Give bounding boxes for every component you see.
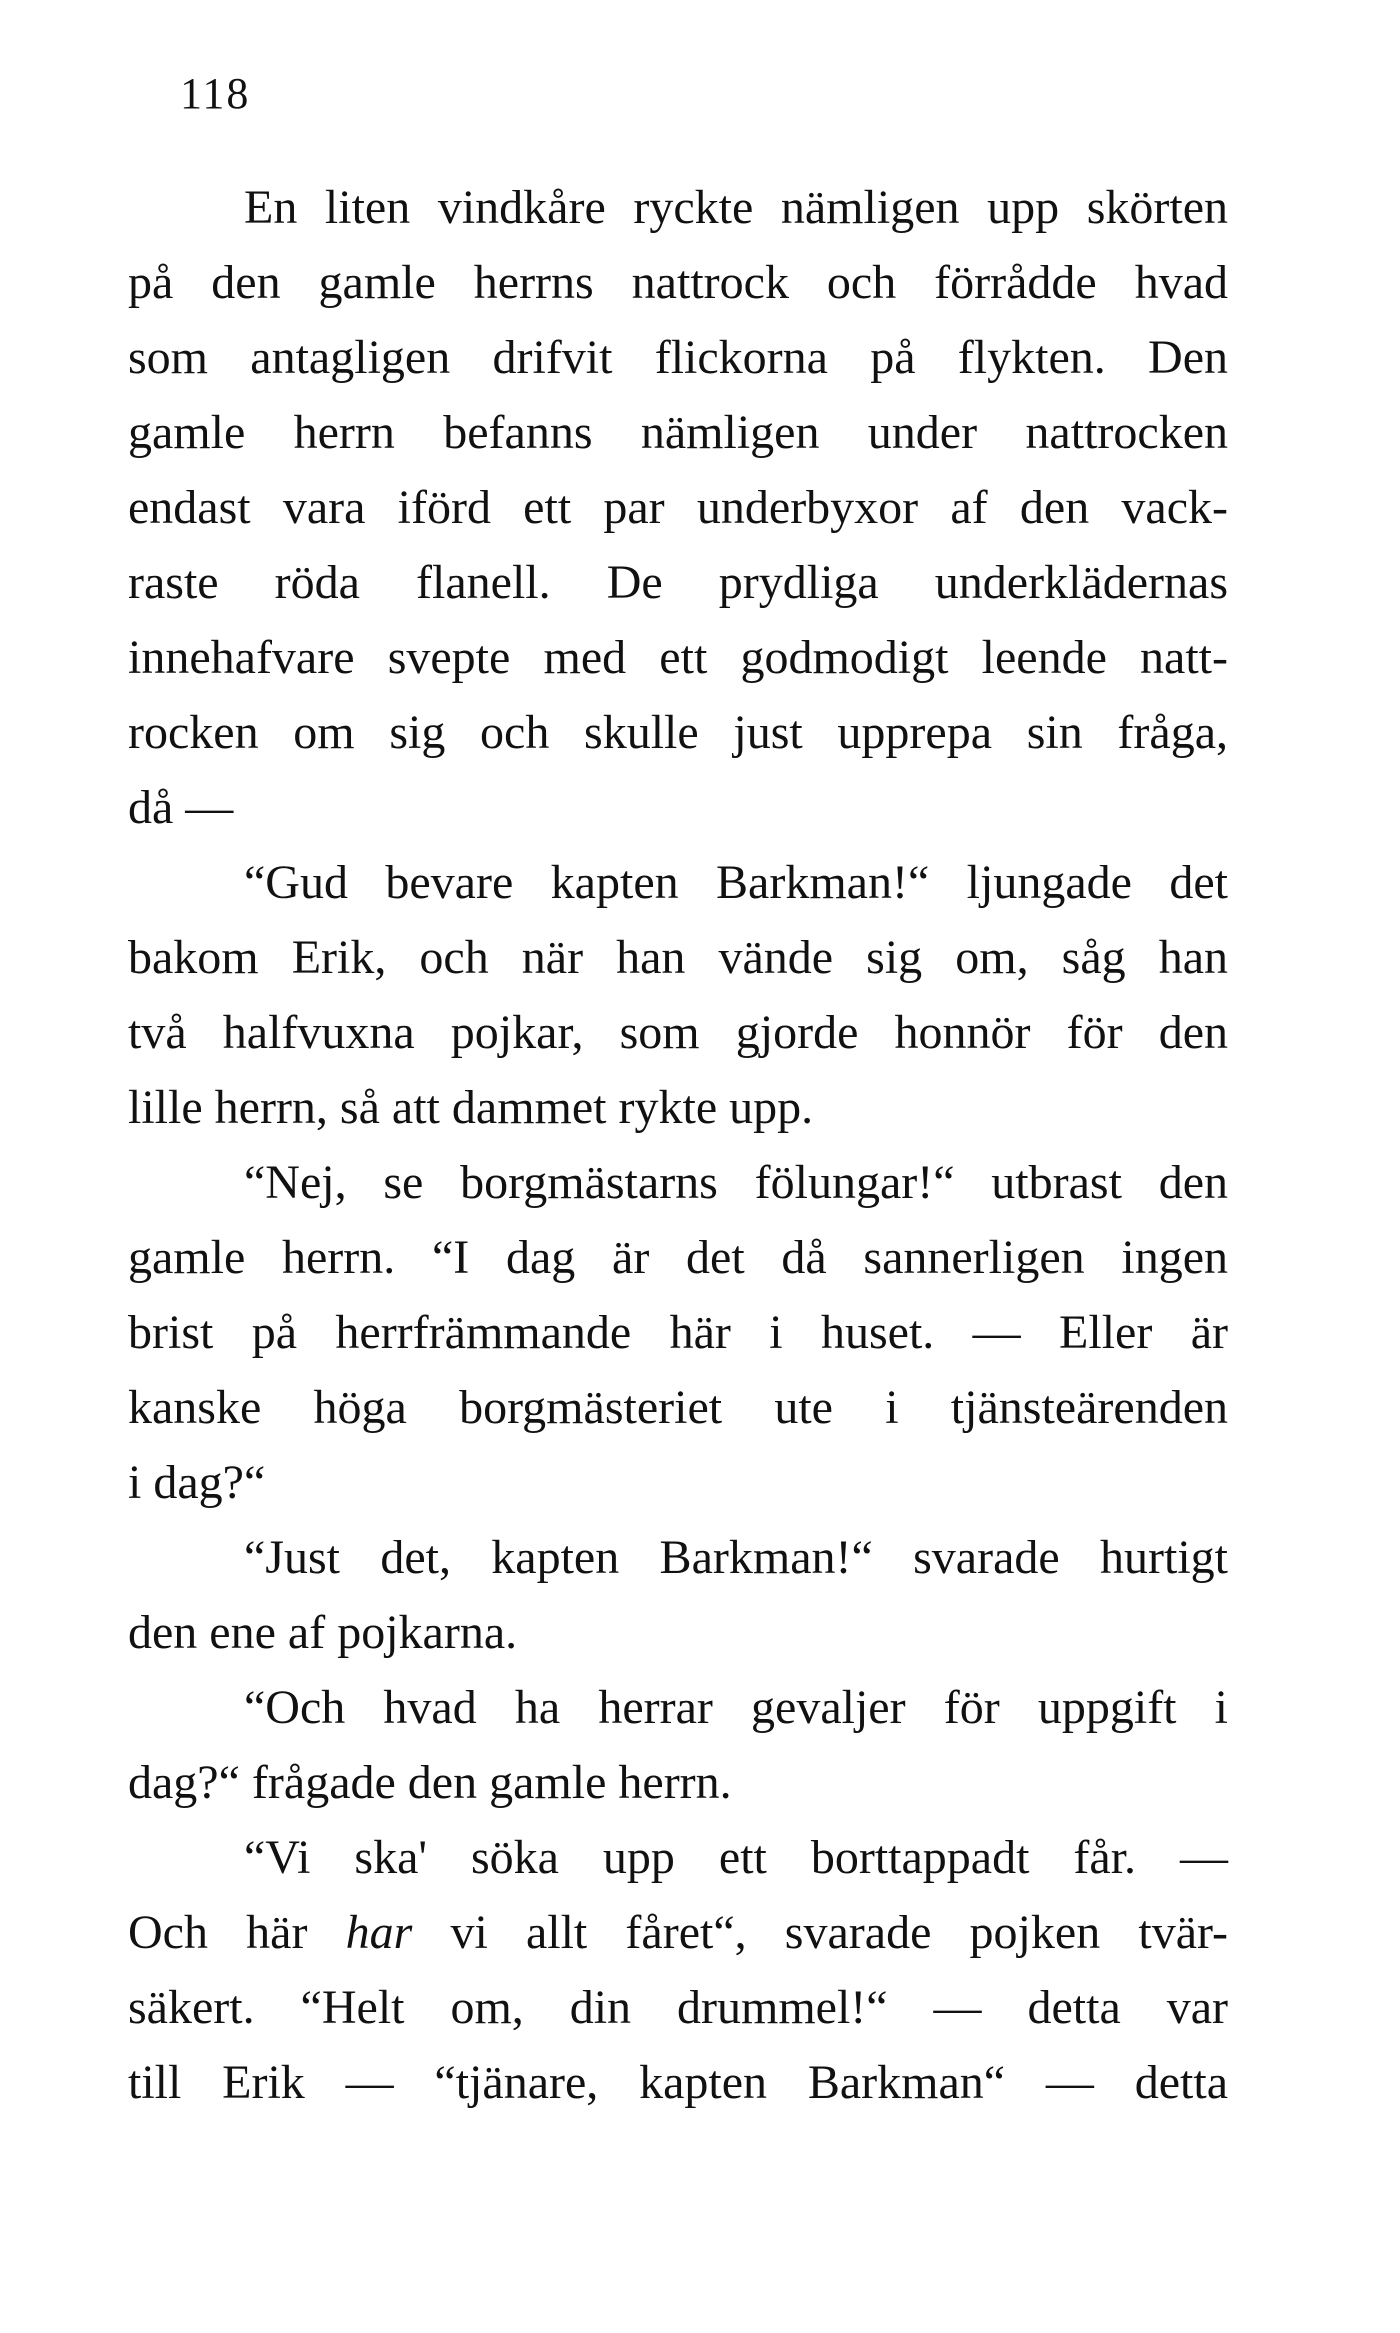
text-line: säkert. “Helt om, din drummel!“ — detta var — [128, 1981, 1228, 2034]
text-line: i dag?“ — [128, 1456, 266, 1509]
emphasis: har — [345, 1906, 413, 1959]
text-line: “Och hvad ha herrar gevaljer för uppgift i — [244, 1681, 1228, 1734]
page-number: 118 — [180, 69, 251, 118]
body-text — [128, 170, 1228, 2120]
text-line: till Erik — “tjänare, kapten Barkman“ — detta — [128, 2056, 1228, 2109]
text-line: rocken om sig och skulle just upprepa sin fråga, — [128, 706, 1228, 759]
text-line: “Just det, kapten Barkman!“ svarade hurtigt — [244, 1531, 1228, 1584]
text-line: på den gamle herrns nattrock och förrådde hvad — [128, 256, 1228, 309]
text-line: “Vi ska' söka upp ett borttappadt får. — — [244, 1831, 1228, 1884]
text-line: den ene af pojkarna. — [128, 1606, 518, 1659]
text-line: då — — [128, 781, 234, 834]
text-line: bakom Erik, och när han vände sig om, såg han — [128, 931, 1228, 984]
text-line: “Nej, se borgmästarns fölungar!“ utbrast den — [244, 1156, 1228, 1209]
text-line: två halfvuxna pojkar, som gjorde honnör för den — [128, 1006, 1228, 1059]
text-line: som antagligen drifvit flickorna på flykten. Den — [128, 331, 1228, 384]
text-line: dag?“ frågade den gamle herrn. — [128, 1756, 732, 1809]
text-line: gamle herrn befanns nämligen under nattrocken — [128, 406, 1228, 459]
text-line: brist på herrfrämmande här i huset. — Eller är — [128, 1306, 1228, 1359]
text-line: lille herrn, så att dammet rykte upp. — [128, 1081, 814, 1134]
text-line: kanske höga borgmästeriet ute i tjänsteärenden — [128, 1381, 1228, 1434]
text-line: innehafvare svepte med ett godmodigt leende natt- — [128, 631, 1228, 684]
text-line: raste röda flanell. De prydliga underklädernas — [128, 556, 1228, 609]
text-line: gamle herrn. “I dag är det då sannerligen ingen — [128, 1231, 1228, 1284]
text-line: En liten vindkåre ryckte nämligen upp skörten — [244, 181, 1228, 234]
text-line: endast vara iförd ett par underbyxor af den vack- — [128, 481, 1228, 534]
text-line: “Gud bevare kapten Barkman!“ ljungade det — [244, 856, 1228, 909]
text-line: Och här har vi allt fåret“, svarade pojken tvär- — [128, 1906, 1228, 1959]
